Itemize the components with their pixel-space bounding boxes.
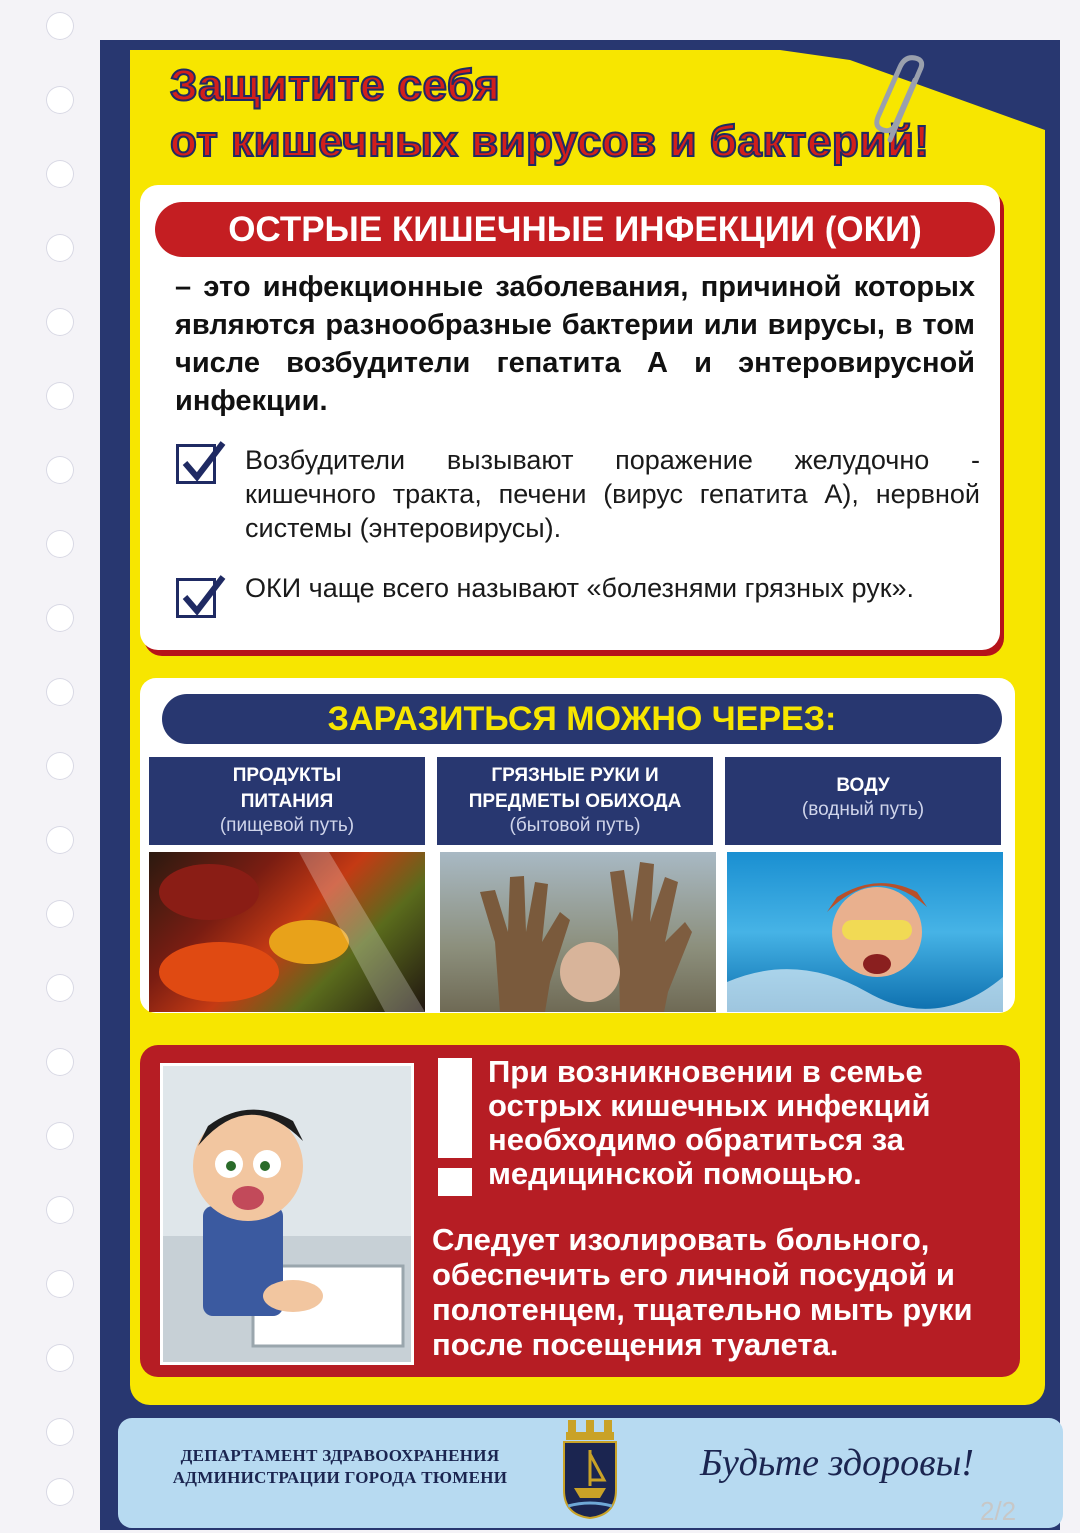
route-food-line2: ПИТАНИЯ	[240, 791, 334, 812]
city-crest-icon	[560, 1420, 620, 1520]
route-food-line1: ПРОДУКТЫ	[232, 765, 342, 786]
route-hands-line1: ГРЯЗНЫЕ РУКИ И	[491, 765, 659, 786]
exclamation-dot	[438, 1168, 472, 1196]
route-food-sub: (пищевой путь)	[219, 815, 355, 836]
oki-heading: ОСТРЫЕ КИШЕЧНЫЕ ИНФЕКЦИИ (ОКИ)	[155, 202, 995, 257]
title-line-1: Защитите себя	[170, 61, 501, 110]
routes-heading: ЗАРАЗИТЬСЯ МОЖНО ЧЕРЕЗ:	[162, 694, 1002, 744]
checkbox-icon	[176, 444, 216, 484]
route-hands	[437, 757, 713, 845]
exclamation-icon	[438, 1058, 472, 1158]
route-food	[149, 757, 425, 845]
paperclip-icon	[870, 55, 940, 145]
food-photo	[149, 852, 425, 1012]
sick-boy-illustration	[160, 1063, 414, 1365]
department-line-1: ДЕПАРТАМЕНТ ЗДРАВООХРАНЕНИЯ	[180, 1446, 500, 1465]
department-line-2: АДМИНИСТРАЦИИ ГОРОДА ТЮМЕНИ	[172, 1468, 508, 1487]
route-hands-sub: (бытовой путь)	[509, 815, 641, 836]
route-hands-line2: ПРЕДМЕТЫ ОБИХОДА	[468, 791, 682, 812]
route-water-sub: (водный путь)	[801, 799, 925, 820]
oki-bullet-2: ОКИ чаще всего называют «болезнями грязных рук».	[245, 573, 915, 603]
route-water-line1: ВОДУ	[836, 775, 890, 796]
slogan: Будьте здоровы!	[700, 1442, 974, 1484]
title-line-2: от кишечных вирусов и бактерий!	[170, 117, 930, 166]
route-water	[725, 757, 1001, 845]
binder-holes	[0, 0, 100, 1533]
warning-text-1: При возникновении в семье острых кишечных инфекций необходимо обратиться за медицинской помощью.	[488, 1054, 931, 1191]
checkbox-icon	[176, 578, 216, 618]
warning-text-2: Следует изолировать больного, обеспечить его личной посудой и полотенцем, тщательно мыть руки после посещения туалета.	[432, 1222, 973, 1362]
swimming-child-photo	[727, 852, 1003, 1012]
dirty-hands-photo	[440, 852, 716, 1012]
oki-bullet-1: Возбудители вызывают поражение желудочно - кишечного тракта, печени (вирус гепатита А), нервной системы (энтеровирусы).	[245, 445, 980, 543]
oki-definition: – это инфекционные заболевания, причиной которых являются разнообразные бактерии или вирусы, в том числе возбудители гепатита А и энтеровирусной инфекции.	[175, 271, 975, 417]
department-name	[150, 1445, 530, 1489]
page-number: 2/2	[980, 1496, 1017, 1526]
